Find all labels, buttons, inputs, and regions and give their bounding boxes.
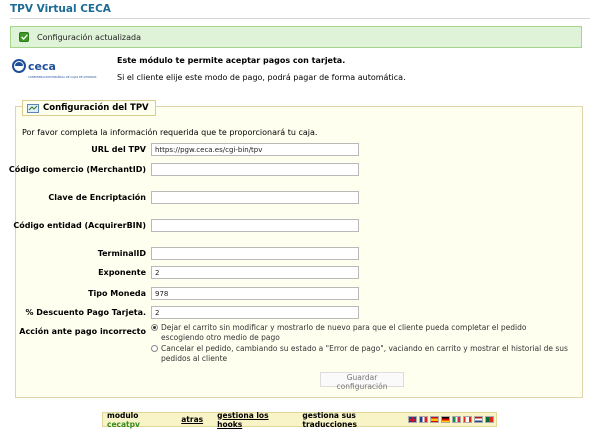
intro-title: Este módulo te permite aceptar pagos con tarjeta. bbox=[117, 56, 346, 65]
radio-keep-cart[interactable] bbox=[151, 324, 158, 331]
discount-label: % Descuento Pago Tarjeta. bbox=[25, 308, 146, 317]
legend-text: Configuración del TPV bbox=[43, 103, 149, 113]
url-input[interactable] bbox=[151, 143, 359, 156]
acquirer-bin-input[interactable] bbox=[151, 219, 359, 232]
merchant-id-label: Código comercio (MerchantID) bbox=[8, 165, 146, 174]
svg-text:ceca: ceca bbox=[28, 60, 56, 73]
fieldset-legend bbox=[22, 100, 156, 116]
terminal-id-label: TerminalID bbox=[97, 249, 146, 258]
flag-it-icon[interactable] bbox=[452, 416, 461, 423]
save-config-button[interactable]: Guardar configuración bbox=[320, 372, 404, 387]
exponent-label: Exponente bbox=[98, 268, 146, 277]
page-title: TPV Virtual CECA bbox=[10, 3, 111, 15]
option-keep-cart[interactable] bbox=[151, 323, 571, 343]
module-info bbox=[107, 411, 167, 429]
flag-nl-icon[interactable] bbox=[474, 416, 483, 423]
flag-pt-icon[interactable] bbox=[485, 416, 494, 423]
ceca-logo bbox=[12, 58, 104, 82]
flag-de-icon[interactable] bbox=[441, 416, 450, 423]
language-flags bbox=[408, 416, 496, 423]
acquirer-bin-label: Código entidad (AcquirerBIN) bbox=[13, 221, 146, 230]
intro-description: Si el cliente elije este modo de pago, podrá pagar de forma automática. bbox=[117, 73, 406, 82]
config-icon bbox=[27, 104, 39, 113]
form-help-text: Por favor completa la información requerida que te proporcionará tu caja. bbox=[22, 128, 318, 137]
merchant-id-input[interactable] bbox=[151, 163, 359, 176]
module-label: modulo bbox=[107, 410, 139, 420]
encryption-key-label: Clave de Encriptación bbox=[48, 193, 146, 202]
option-keep-cart-text: Dejar el carrito sin modificar y mostrarlo de nuevo para que el cliente pueda completar el pedido escogiendo otro medio de pago bbox=[161, 323, 527, 342]
option-cancel-order[interactable] bbox=[151, 344, 571, 364]
currency-input[interactable] bbox=[151, 287, 359, 300]
module-name: cecatpv bbox=[107, 419, 140, 429]
flag-en-icon[interactable] bbox=[408, 416, 417, 423]
url-label: URL del TPV bbox=[91, 145, 146, 154]
svg-text:CONFEDERACIÓN ESPAÑOLA DE CAJA: CONFEDERACIÓN ESPAÑOLA DE CAJAS DE AHORROS bbox=[28, 76, 97, 79]
flag-ca-icon[interactable] bbox=[463, 416, 472, 423]
failed-payment-action-label: Acción ante pago incorrecto bbox=[19, 327, 146, 336]
confirmation-text: Configuración actualizada bbox=[37, 32, 141, 42]
exponent-input[interactable] bbox=[151, 266, 359, 279]
flag-es-icon[interactable] bbox=[430, 416, 439, 423]
back-link[interactable]: atras bbox=[181, 415, 204, 424]
failed-payment-options bbox=[151, 323, 571, 365]
manage-hooks-link[interactable]: gestiona los hooks bbox=[217, 410, 269, 429]
check-icon bbox=[19, 32, 29, 42]
currency-label: Tipo Moneda bbox=[88, 289, 146, 298]
radio-cancel-order[interactable] bbox=[151, 345, 158, 352]
discount-input[interactable] bbox=[151, 306, 359, 319]
terminal-id-input[interactable] bbox=[151, 247, 359, 260]
module-footer bbox=[102, 412, 497, 427]
title-divider bbox=[10, 18, 590, 19]
manage-translations-label: gestiona sus traducciones bbox=[302, 410, 357, 429]
confirmation-box bbox=[10, 26, 582, 48]
flag-fr-icon[interactable] bbox=[419, 416, 428, 423]
encryption-key-input[interactable] bbox=[151, 191, 359, 204]
option-cancel-order-text: Cancelar el pedido, cambiando su estado a "Error de pago", vaciando en carrito y mostrar el historial de sus pedidos al cliente bbox=[161, 344, 568, 363]
